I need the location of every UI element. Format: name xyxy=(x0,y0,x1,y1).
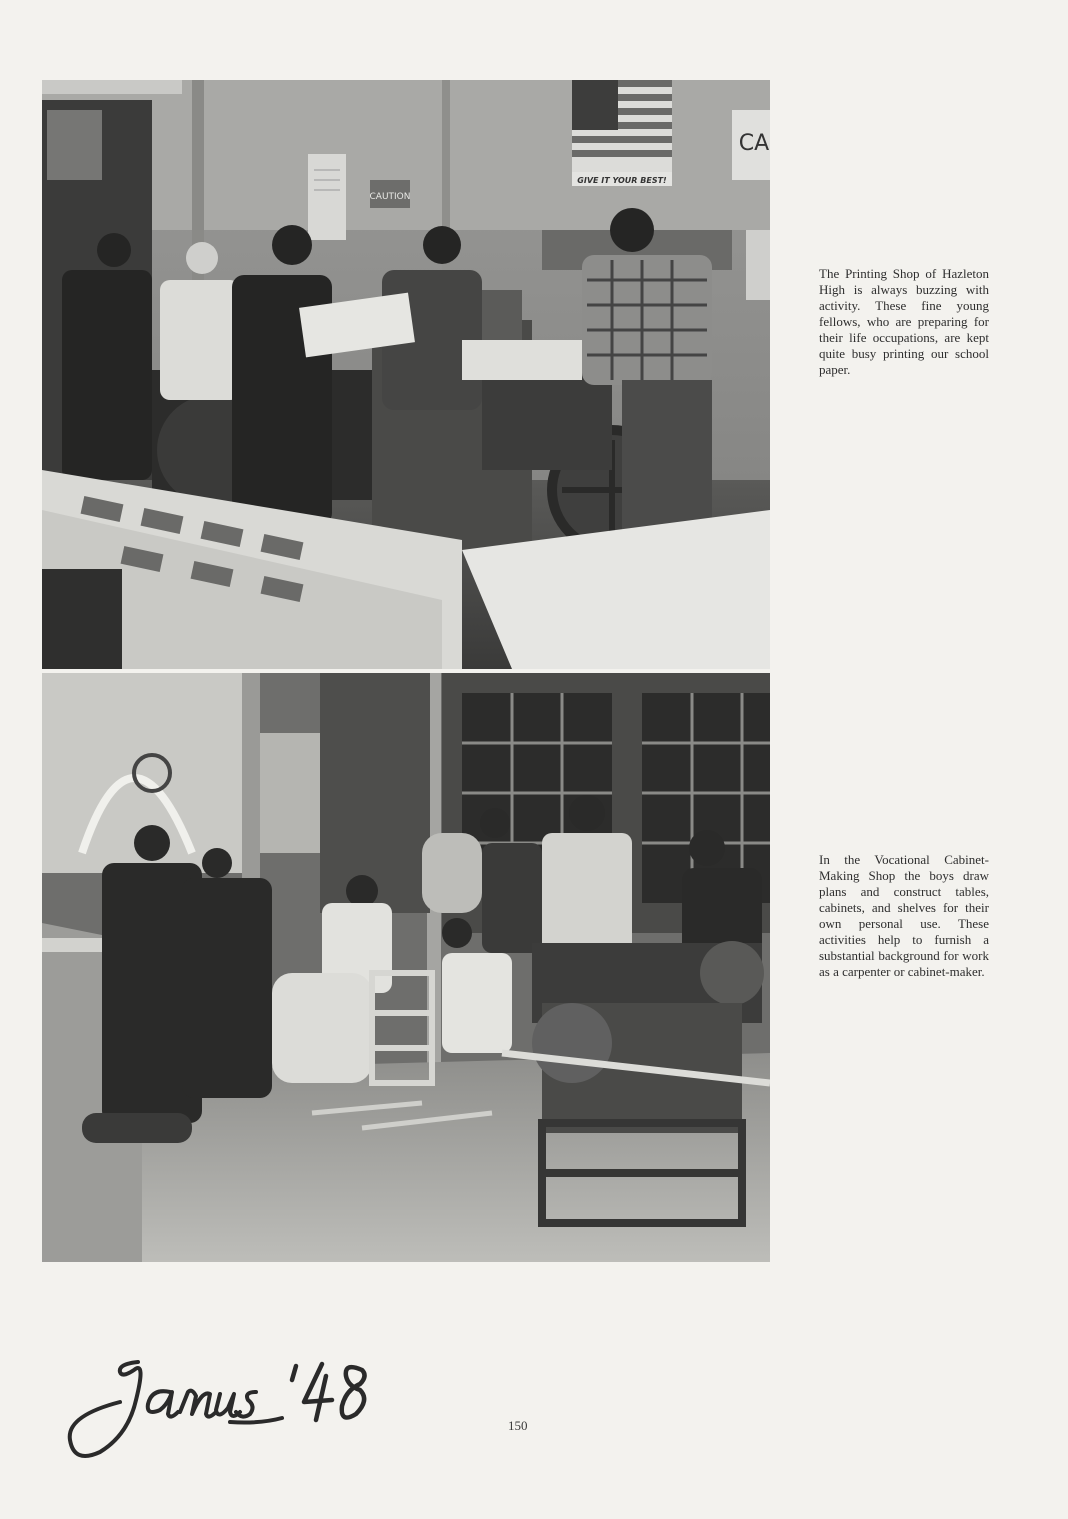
printing-shop-caption: The Printing Shop of Hazleton High is always buzzing with activity. These fine young fellows, who are preparing for their life occupations, are kept quite busy printing our school paper. xyxy=(819,266,989,377)
printing-shop-illustration xyxy=(42,80,770,669)
page-number: 150 xyxy=(508,1418,528,1433)
flag-icon xyxy=(572,80,672,172)
caution-sign-text: CAUTION xyxy=(369,192,411,202)
cabinet-making-shop-photo xyxy=(42,673,770,1262)
cabinet-making-shop-caption: In the Vocational Cabinet-Making Shop the boys draw plans and construct tables, cabinets, and shelves for their own personal use. These activities help to furnish a substantial background for work as a carpenter or cabinet-maker. xyxy=(819,852,989,979)
cabinet-making-shop-illustration xyxy=(42,673,770,1262)
poster-text: GIVE IT YOUR BEST! xyxy=(577,176,667,185)
janus-48-signature-logo xyxy=(60,1340,370,1470)
edge-sign-text: CA xyxy=(738,131,770,156)
printing-shop-photo xyxy=(42,80,770,669)
